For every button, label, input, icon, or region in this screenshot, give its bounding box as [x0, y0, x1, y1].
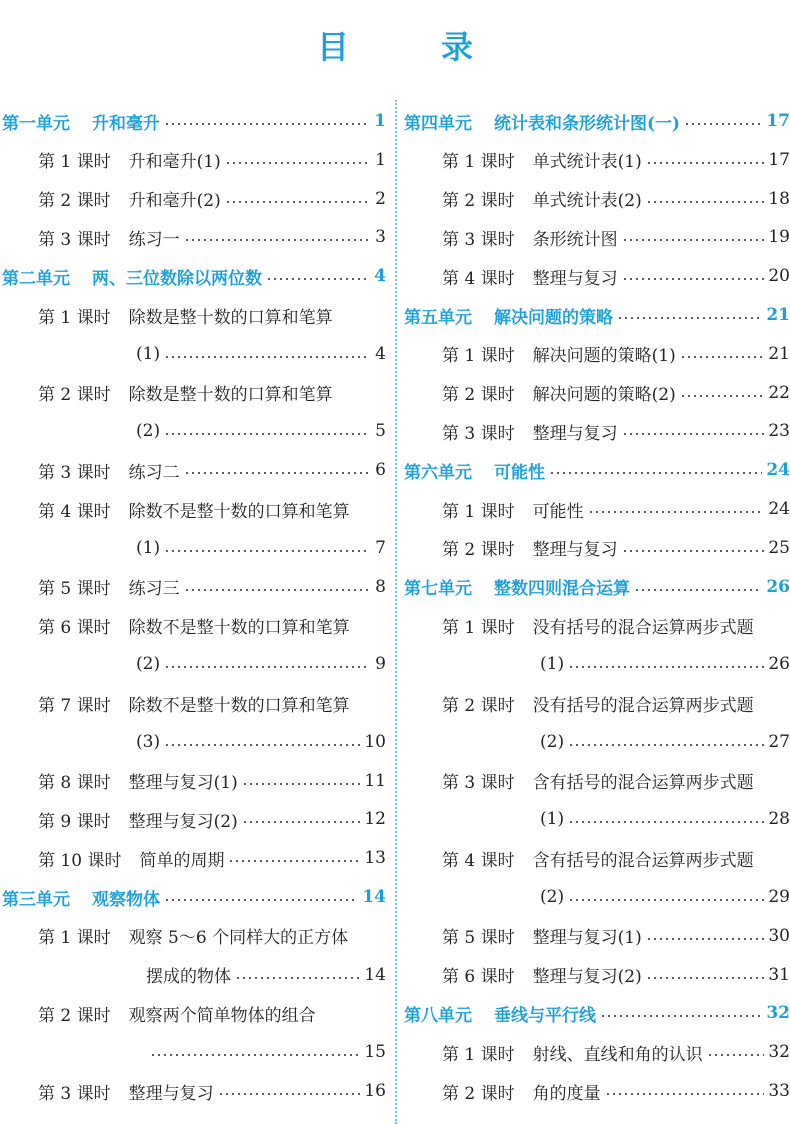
- lesson-code: 第 9 课时: [38, 811, 111, 832]
- lesson-title: 除数是整十数的口算和笔算: [128, 307, 333, 328]
- dot-leader: [707, 1054, 765, 1056]
- dot-leader: [266, 278, 368, 280]
- page-number: 6: [375, 460, 386, 481]
- lesson-title-continued: (3): [136, 731, 161, 752]
- lesson-title: 整理与复习: [532, 268, 618, 289]
- page-number: 29: [768, 887, 790, 907]
- unit-title: 垂线与平行线: [494, 1005, 596, 1026]
- dot-leader: [164, 356, 368, 358]
- dot-leader: [646, 162, 765, 164]
- page-number: 17: [766, 111, 790, 131]
- dot-leader: [588, 511, 765, 513]
- toc-lesson-row[interactable]: [2, 806, 386, 832]
- dot-leader: [622, 278, 765, 280]
- lesson-code: 第 1 课时: [442, 617, 515, 638]
- lesson-title-continued: (1): [540, 654, 565, 675]
- dot-leader: [235, 977, 360, 979]
- lesson-title: 角的度量: [532, 1083, 601, 1104]
- dot-leader: [164, 899, 358, 901]
- toc-unit-row[interactable]: [2, 263, 386, 289]
- lesson-code: 第 5 课时: [442, 928, 515, 949]
- lesson-title: 整理与复习: [532, 540, 618, 561]
- lesson-title: 整理与复习: [532, 423, 618, 444]
- page-number: 8: [375, 576, 386, 597]
- lesson-code: 第 8 课时: [38, 773, 111, 794]
- dot-leader: [164, 433, 368, 435]
- dot-leader: [680, 395, 765, 397]
- page-number: 11: [364, 770, 386, 791]
- lesson-code: 第 10 课时: [38, 850, 122, 871]
- toc-lesson-row[interactable]: [404, 690, 790, 716]
- lesson-title: 解决问题的策略(1): [532, 346, 676, 367]
- lesson-title: 解决问题的策略(2): [532, 385, 676, 406]
- toc-lesson-row[interactable]: [2, 496, 386, 522]
- lesson-code: 第 3 课时: [38, 462, 111, 483]
- page-number: 14: [362, 887, 386, 907]
- dot-leader: [225, 201, 368, 203]
- unit-title: 统计表和条形统计图(一): [494, 113, 681, 134]
- unit-code: 第三单元: [2, 889, 70, 910]
- dot-leader: [622, 239, 765, 241]
- unit-title: 可能性: [494, 462, 545, 483]
- lesson-title: 没有括号的混合运算两步式题: [532, 695, 754, 716]
- lesson-code: 第 1 课时: [442, 152, 515, 173]
- lesson-code: 第 2 课时: [442, 695, 515, 716]
- page-number: 32: [766, 1003, 790, 1024]
- lesson-code: 第 2 课时: [442, 1083, 515, 1104]
- page-number: 1: [375, 149, 386, 170]
- unit-title: 观察物体: [92, 889, 160, 910]
- dot-leader: [634, 589, 762, 591]
- toc-cont-row[interactable]: [2, 418, 386, 444]
- toc-lesson-row[interactable]: [404, 380, 790, 406]
- lesson-code: 第 3 课时: [442, 423, 515, 444]
- dot-leader: [617, 317, 762, 319]
- lesson-title: 可能性: [532, 501, 584, 522]
- lesson-code: 第 5 课时: [38, 579, 111, 600]
- unit-title: 整数四则混合运算: [494, 579, 630, 600]
- lesson-title: 升和毫升(1): [128, 152, 221, 173]
- unit-code: 第二单元: [2, 268, 70, 289]
- page-number: 26: [768, 654, 790, 675]
- lesson-title: 除数是整十数的口算和笔算: [128, 385, 333, 406]
- toc-lesson-row[interactable]: [404, 341, 790, 367]
- lesson-title: 简单的周期: [139, 850, 225, 871]
- toc-unit-row[interactable]: [2, 884, 386, 910]
- dot-leader: [568, 666, 764, 668]
- toc-lesson-row[interactable]: [2, 574, 386, 600]
- dot-leader: [549, 472, 762, 474]
- lesson-code: 第 1 课时: [442, 1044, 515, 1065]
- toc-cont-row[interactable]: [2, 341, 386, 367]
- page-number: 7: [375, 537, 386, 558]
- page-number: 32: [768, 1042, 790, 1063]
- toc-lesson-row[interactable]: [2, 845, 386, 871]
- dot-leader: [684, 123, 762, 125]
- lesson-code: 第 1 课时: [442, 346, 515, 367]
- page-number: 5: [375, 421, 386, 442]
- lesson-code: 第 2 课时: [38, 1005, 111, 1026]
- page-number: 13: [364, 848, 386, 869]
- toc-lesson-row[interactable]: [404, 186, 790, 212]
- lesson-code: 第 2 课时: [38, 191, 111, 212]
- lesson-title-continued: (2): [540, 731, 565, 752]
- dot-leader: [164, 744, 360, 746]
- lesson-title: 升和毫升(2): [128, 191, 221, 212]
- dot-leader: [568, 821, 764, 823]
- toc-lesson-row[interactable]: [404, 224, 790, 250]
- lesson-title: 整理与复习(1): [532, 928, 642, 949]
- lesson-title: 含有括号的混合运算两步式题: [532, 850, 754, 871]
- lesson-code: 第 4 课时: [442, 850, 515, 871]
- page-number: 18: [768, 188, 790, 209]
- page-number: 4: [375, 343, 386, 364]
- page-number: 33: [768, 1081, 790, 1101]
- lesson-code: 第 7 课时: [38, 695, 111, 716]
- toc-lesson-row[interactable]: [404, 962, 790, 988]
- lesson-code: 第 6 课时: [442, 967, 515, 988]
- lesson-title: 条形统计图: [532, 229, 618, 250]
- page-number: 24: [768, 499, 790, 519]
- unit-code: 第六单元: [404, 462, 472, 483]
- lesson-title-continued: (1): [136, 537, 161, 558]
- lesson-title: 除数不是整十数的口算和笔算: [128, 695, 350, 716]
- toc-lesson-row[interactable]: [2, 690, 386, 716]
- dot-leader: [150, 1054, 360, 1056]
- dot-leader: [164, 666, 368, 668]
- lesson-title-continued: (1): [136, 343, 161, 364]
- lesson-title: 射线、直线和角的认识: [532, 1044, 703, 1065]
- unit-title: 解决问题的策略: [494, 307, 613, 328]
- page-number: 27: [768, 731, 790, 752]
- toc-unit-row[interactable]: [404, 302, 790, 328]
- lesson-title: 整理与复习(1): [128, 773, 238, 794]
- lesson-title: 单式统计表(2): [532, 191, 642, 212]
- dot-leader: [622, 433, 765, 435]
- lesson-title-continued: 摆成的物体: [146, 967, 231, 988]
- toc-lesson-row[interactable]: [2, 302, 386, 328]
- lesson-title: 观察两个简单物体的组合: [128, 1005, 316, 1026]
- toc-cont2-row[interactable]: [2, 962, 386, 988]
- page-title: 目 录: [316, 28, 503, 66]
- toc-lesson-row[interactable]: [404, 612, 790, 638]
- toc-lesson-row[interactable]: [2, 186, 386, 212]
- dot-leader: [600, 1015, 762, 1017]
- toc-lesson-row[interactable]: [404, 496, 790, 522]
- lesson-title: 整理与复习: [128, 1083, 214, 1104]
- toc-unit-row[interactable]: [404, 457, 790, 483]
- toc-cont-row[interactable]: [2, 729, 386, 755]
- page-number: 22: [768, 382, 790, 403]
- unit-title: 两、三位数除以两位数: [92, 268, 262, 289]
- toc-lesson-row[interactable]: [2, 768, 386, 794]
- page-number: 12: [364, 809, 386, 830]
- page-number: 24: [766, 460, 790, 481]
- lesson-title: 练习二: [128, 462, 180, 483]
- dot-leader: [646, 977, 765, 979]
- toc-lesson-row[interactable]: [2, 224, 386, 250]
- toc-lesson-row[interactable]: [404, 1078, 790, 1104]
- page-number: 14: [364, 964, 386, 985]
- lesson-code: 第 1 课时: [38, 307, 111, 328]
- toc-cont-row[interactable]: [404, 729, 790, 755]
- page-number: 17: [768, 149, 790, 170]
- page-number: 21: [768, 343, 790, 364]
- lesson-title: 没有括号的混合运算两步式题: [532, 617, 754, 638]
- lesson-title: 练习三: [128, 579, 180, 600]
- unit-title: 升和毫升: [92, 113, 160, 134]
- toc-lesson-row[interactable]: [404, 418, 790, 444]
- dot-leader: [164, 123, 368, 125]
- lesson-code: 第 2 课时: [442, 540, 515, 561]
- lesson-code: 第 2 课时: [442, 385, 515, 406]
- toc-lesson-row[interactable]: [2, 380, 386, 406]
- toc-lesson-row[interactable]: [2, 147, 386, 173]
- dot-leader: [605, 1093, 765, 1095]
- page-number: 21: [766, 305, 790, 325]
- lesson-code: 第 6 课时: [38, 617, 111, 638]
- dot-leader: [568, 899, 764, 901]
- lesson-title: 单式统计表(1): [532, 152, 642, 173]
- toc-lesson-row[interactable]: [404, 1039, 790, 1065]
- unit-code: 第四单元: [404, 113, 472, 134]
- lesson-title: 除数不是整十数的口算和笔算: [128, 501, 350, 522]
- toc-cont-row[interactable]: [404, 884, 790, 910]
- toc-lesson-row[interactable]: [2, 923, 386, 949]
- toc-lesson-row[interactable]: [2, 1000, 386, 1026]
- page-number: 4: [374, 266, 386, 287]
- page-number: 30: [768, 925, 790, 946]
- column-divider: [395, 100, 397, 1124]
- dot-leader: [218, 1093, 361, 1095]
- page-number: 26: [766, 576, 790, 597]
- dot-leader: [568, 744, 764, 746]
- lesson-code: 第 3 课时: [442, 229, 515, 250]
- lesson-title: 整理与复习(2): [128, 811, 238, 832]
- page-number: 1: [374, 111, 386, 131]
- dot-leader: [184, 239, 368, 241]
- lesson-code: 第 2 课时: [38, 385, 111, 406]
- page-number: 2: [375, 188, 386, 209]
- page-number: 9: [375, 654, 386, 675]
- page-number: 16: [364, 1081, 386, 1101]
- lesson-code: 第 3 课时: [38, 1083, 111, 1104]
- dot-leader: [680, 356, 765, 358]
- page-number: 28: [768, 809, 790, 830]
- dot-leader: [242, 783, 361, 785]
- unit-code: 第八单元: [404, 1005, 472, 1026]
- lesson-code: 第 1 课时: [442, 501, 515, 522]
- toc-lesson-row[interactable]: [2, 612, 386, 638]
- page-number: 3: [375, 227, 386, 248]
- unit-code: 第五单元: [404, 307, 472, 328]
- toc-cont-row[interactable]: [404, 806, 790, 832]
- toc-lesson-row[interactable]: [2, 457, 386, 483]
- lesson-title: 整理与复习(2): [532, 967, 642, 988]
- page-number: 23: [768, 421, 790, 442]
- toc-cont-row[interactable]: [404, 651, 790, 677]
- page-number: 25: [768, 537, 790, 558]
- lesson-code: 第 4 课时: [38, 501, 111, 522]
- page-number: 20: [768, 266, 790, 287]
- unit-code: 第一单元: [2, 113, 70, 134]
- lesson-code: 第 1 课时: [38, 152, 111, 173]
- unit-code: 第七单元: [404, 579, 472, 600]
- toc-lesson-row[interactable]: [404, 535, 790, 561]
- toc-unit-row[interactable]: [404, 108, 790, 134]
- toc-lesson-row[interactable]: [404, 768, 790, 794]
- page-number: 15: [364, 1042, 386, 1063]
- lesson-code: 第 3 课时: [442, 773, 515, 794]
- lesson-title-continued: (2): [136, 421, 161, 442]
- dot-leader: [164, 550, 368, 552]
- lesson-title: 练习一: [128, 229, 180, 250]
- toc-cont-row[interactable]: [2, 535, 386, 561]
- lesson-title-continued: (2): [540, 887, 565, 907]
- toc-unit-row[interactable]: [404, 1000, 790, 1026]
- dot-leader: [228, 860, 360, 862]
- lesson-title-continued: (1): [540, 809, 565, 830]
- page-number: 19: [768, 227, 790, 248]
- toc-lesson-row[interactable]: [404, 845, 790, 871]
- lesson-title: 含有括号的混合运算两步式题: [532, 773, 754, 794]
- page-number: 10: [364, 731, 386, 752]
- dot-leader: [184, 472, 368, 474]
- toc-lesson-row[interactable]: [404, 923, 790, 949]
- dot-leader: [622, 550, 765, 552]
- dot-leader: [646, 938, 765, 940]
- dot-leader: [242, 821, 361, 823]
- toc-unit-row[interactable]: [2, 108, 386, 134]
- toc-lesson-row[interactable]: [404, 147, 790, 173]
- page-number: 31: [768, 964, 790, 985]
- dot-leader: [225, 162, 368, 164]
- lesson-code: 第 4 课时: [442, 268, 515, 289]
- toc-cont-row[interactable]: [2, 651, 386, 677]
- lesson-code: 第 3 课时: [38, 229, 111, 250]
- toc-lesson-row[interactable]: [404, 263, 790, 289]
- lesson-title: 观察 5～6 个同样大的正方体: [128, 928, 349, 949]
- toc-unit-row[interactable]: [404, 574, 790, 600]
- dot-leader: [184, 589, 368, 591]
- toc-cont2-row[interactable]: [2, 1039, 386, 1065]
- lesson-code: 第 1 课时: [38, 928, 111, 949]
- toc-lesson-row[interactable]: [2, 1078, 386, 1104]
- lesson-title: 除数不是整十数的口算和笔算: [128, 617, 350, 638]
- dot-leader: [646, 201, 765, 203]
- lesson-code: 第 2 课时: [442, 191, 515, 212]
- lesson-title-continued: (2): [136, 654, 161, 675]
